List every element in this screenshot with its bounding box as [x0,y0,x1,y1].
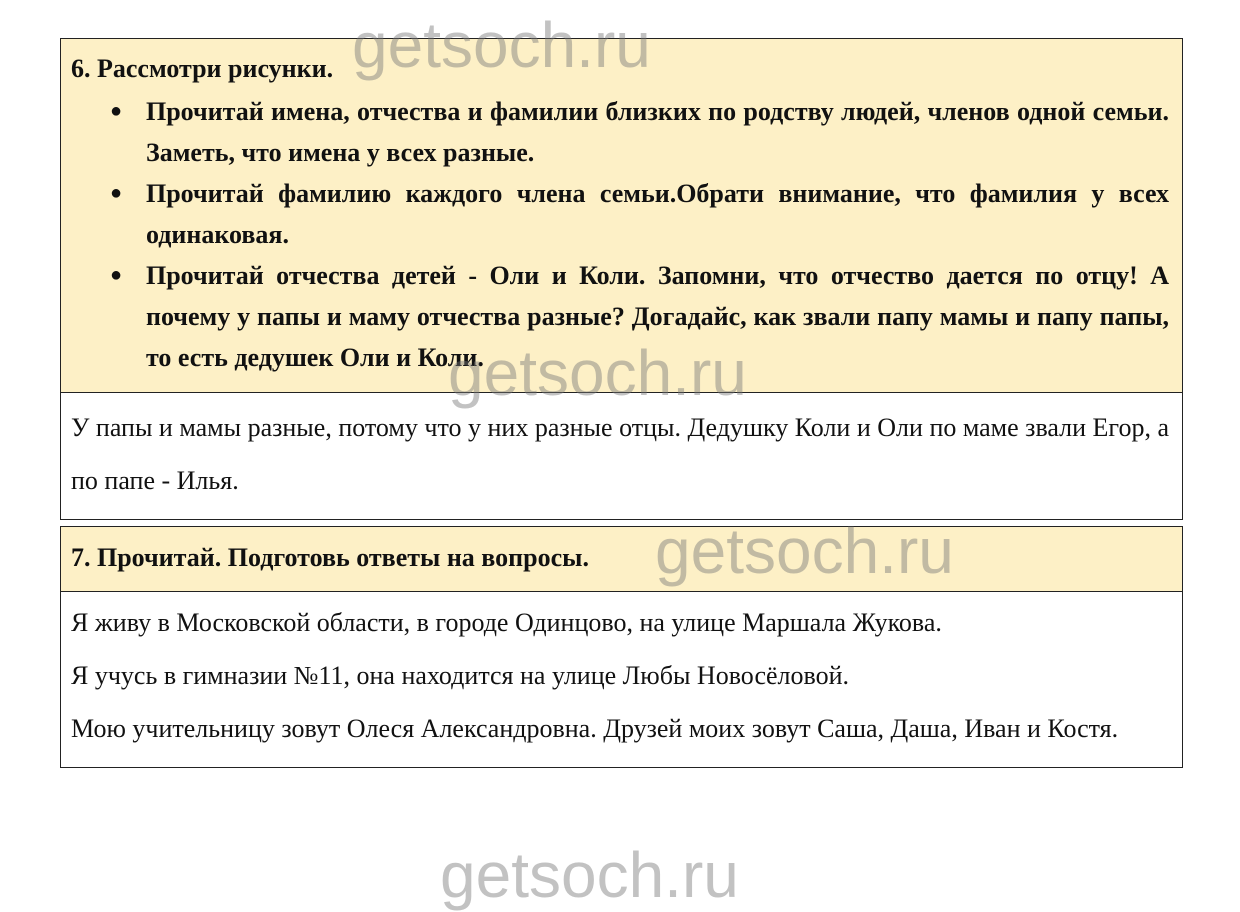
list-item [71,255,1169,378]
task-6-table [60,38,1183,520]
bullet-icon: ● [110,100,123,122]
answer-line: Я живу в Московской области, в городе Одинцово, на улице Маршала Жукова. [71,608,942,637]
answer-line: Я учусь в гимназии №11, она находится на улице Любы Новосёловой. [71,661,850,690]
task-7-table [60,526,1183,768]
list-item [71,91,1169,173]
bullet-text: Прочитай фамилию каждого члена семьи.Обрати внимание, что фамилия у всех одинаковая. [146,179,1169,249]
bullet-icon: ● [110,264,123,286]
bullet-icon: ● [110,182,123,204]
answer-text: У папы и мамы разные, потому что у них разные отцы. Дедушку Коли и Оли по маме звали Егор, а по папе - Илья. [71,413,1169,495]
answer-line: Мою учительницу зовут Олеся Александровна. Друзей моих зовут Саша, Даша, Иван и Костя. [71,714,1119,743]
watermark: getsoch.ru [352,9,651,81]
watermark: getsoch.ru [448,337,747,409]
task-6-question [61,39,1182,393]
watermark: getsoch.ru [655,515,954,587]
bullet-text: Прочитай отчества детей - Оли и Коли. Запомни, что отчество дается по отцу! А почему у папы и маму отчества разные? Догадайс, как звали папу мамы и папу папы, то есть дедушек Оли и Коли. [146,261,1169,372]
list-item [71,173,1169,255]
task-6-bullet-list [71,91,1169,378]
task-6-answer [61,393,1182,519]
task-7-answer [61,592,1182,767]
bullet-text: Прочитай имена, отчества и фамилии близких по родству людей, членов одной семьи. Заметь, что имена у всех разные. [146,97,1169,167]
task-7-title: 7. Прочитай. Подготовь ответы на вопросы. [71,543,589,572]
watermark: getsoch.ru [440,839,739,911]
task-6-title: 6. Рассмотри рисунки. [71,54,334,83]
task-7-question [61,527,1182,592]
